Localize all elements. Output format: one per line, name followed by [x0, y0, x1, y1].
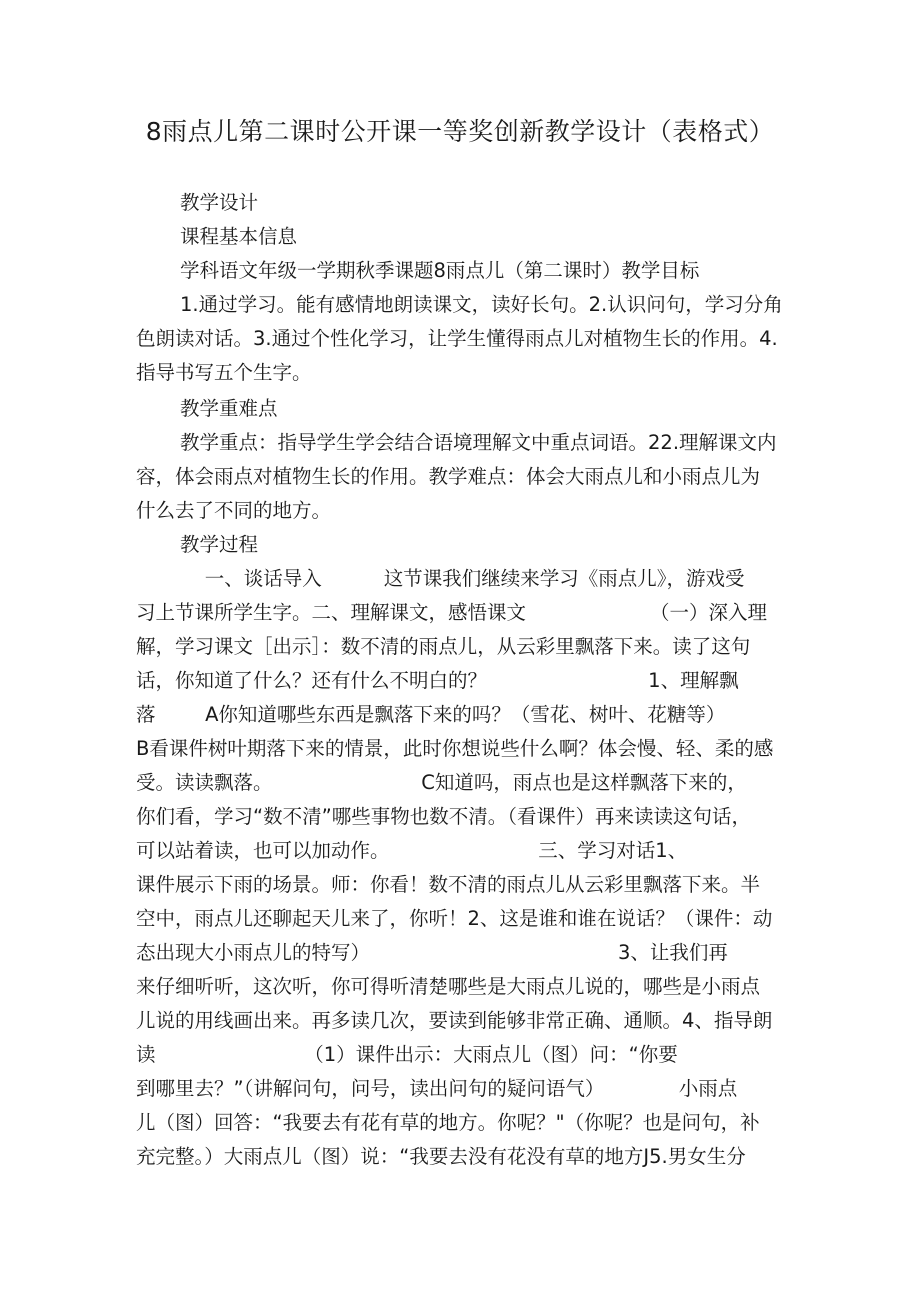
paragraph-line: 空中，雨点儿还聊起天儿来了，你听！2、这是谁和谁在说话？（课件：动 — [136, 907, 773, 930]
section-heading-teaching-design: 教学设计 — [180, 191, 259, 214]
paragraph-line: 什么去了不同的地方。 — [136, 499, 332, 522]
paragraph-line: 1.通过学习。能有感情地朗读课文，读好长句。2.认识问句，学习分角 — [180, 293, 783, 316]
section-heading-key-points: 教学重难点 — [180, 397, 278, 420]
paragraph-line: 课件展示下雨的场景。师：你看！数不清的雨点儿从云彩里飘落下来。半 — [136, 873, 761, 896]
paragraph-line: 指导书写五个生字。 — [136, 361, 312, 384]
paragraph-line: 落 A你知道哪些东西是飘落下来的吗？（雪花、树叶、花糖等） — [136, 703, 726, 726]
paragraph-line: 解，学习课文［出示］：数不清的雨点儿，从云彩里飘落下来。读了这句 — [136, 635, 751, 658]
paragraph-line: B看课件树叶期落下来的情景，此时你想说些什么啊？体会慢、轻、柔的感 — [136, 737, 774, 760]
paragraph-line: 习上节课所学生字。二、理解课文，感悟课文 （一）深入理 — [136, 601, 767, 624]
paragraph-line: 受。读读飘落。 C知道吗，雨点也是这样飘落下来的， — [136, 771, 747, 794]
paragraph-line: 读 （1）课件出示：大雨点儿（图）问：“你要 — [136, 1043, 678, 1066]
paragraph-line: 儿说的用线画出来。再多读几次，要读到能够非常正确、通顺。4、指导朗 — [136, 1009, 773, 1032]
paragraph-line: 态出现大小雨点儿的特写） 3、让我们再 — [136, 941, 728, 964]
section-heading-basic-info: 课程基本信息 — [180, 225, 298, 248]
section-heading-process: 教学过程 — [180, 533, 259, 556]
paragraph-line: 到哪里去？”（讲解问句，问号，读出问句的疑问语气） 小雨点 — [136, 1077, 738, 1100]
paragraph-line: 容，体会雨点对植物生长的作用。教学难点：体会大雨点儿和小雨点儿为 — [136, 465, 761, 488]
paragraph-line: 教学重点：指导学生学会结合语境理解文中重点词语。22.理解课文内 — [180, 431, 777, 454]
document-title: 8雨点儿第二课时公开课一等奖创新教学设计（表格式） — [145, 117, 775, 146]
paragraph-line: 一、谈话导入 这节课我们继续来学习《雨点儿》，游戏受 — [180, 567, 745, 590]
paragraph-line: 话，你知道了什么？还有什么不明白的？ 1、理解飘 — [136, 669, 739, 692]
course-info-line: 学科语文年级一学期秋季课题8雨点儿（第二课时）教学目标 — [180, 259, 700, 282]
paragraph-line: 你们看，学习“数不清”哪些事物也数不清。（看课件）再来读读这句话， — [136, 805, 751, 828]
paragraph-line: 可以站着读，也可以加动作。 三、学习对话1、 — [136, 839, 688, 862]
paragraph-line: 来仔细听听，这次听，你可得听清楚哪些是大雨点儿说的，哪些是小雨点 — [136, 975, 761, 998]
paragraph-line: 儿（图）回答：“我要去有花有草的地方。你呢？"（你呢？也是问句，补 — [136, 1111, 760, 1134]
paragraph-line: 充完整。）大雨点儿（图）说：“我要去没有花没有草的地方J5.男女生分 — [136, 1145, 746, 1168]
paragraph-line: 色朗读对话。3.通过个性化学习，让学生懂得雨点儿对植物生长的作用。4. — [136, 327, 778, 350]
